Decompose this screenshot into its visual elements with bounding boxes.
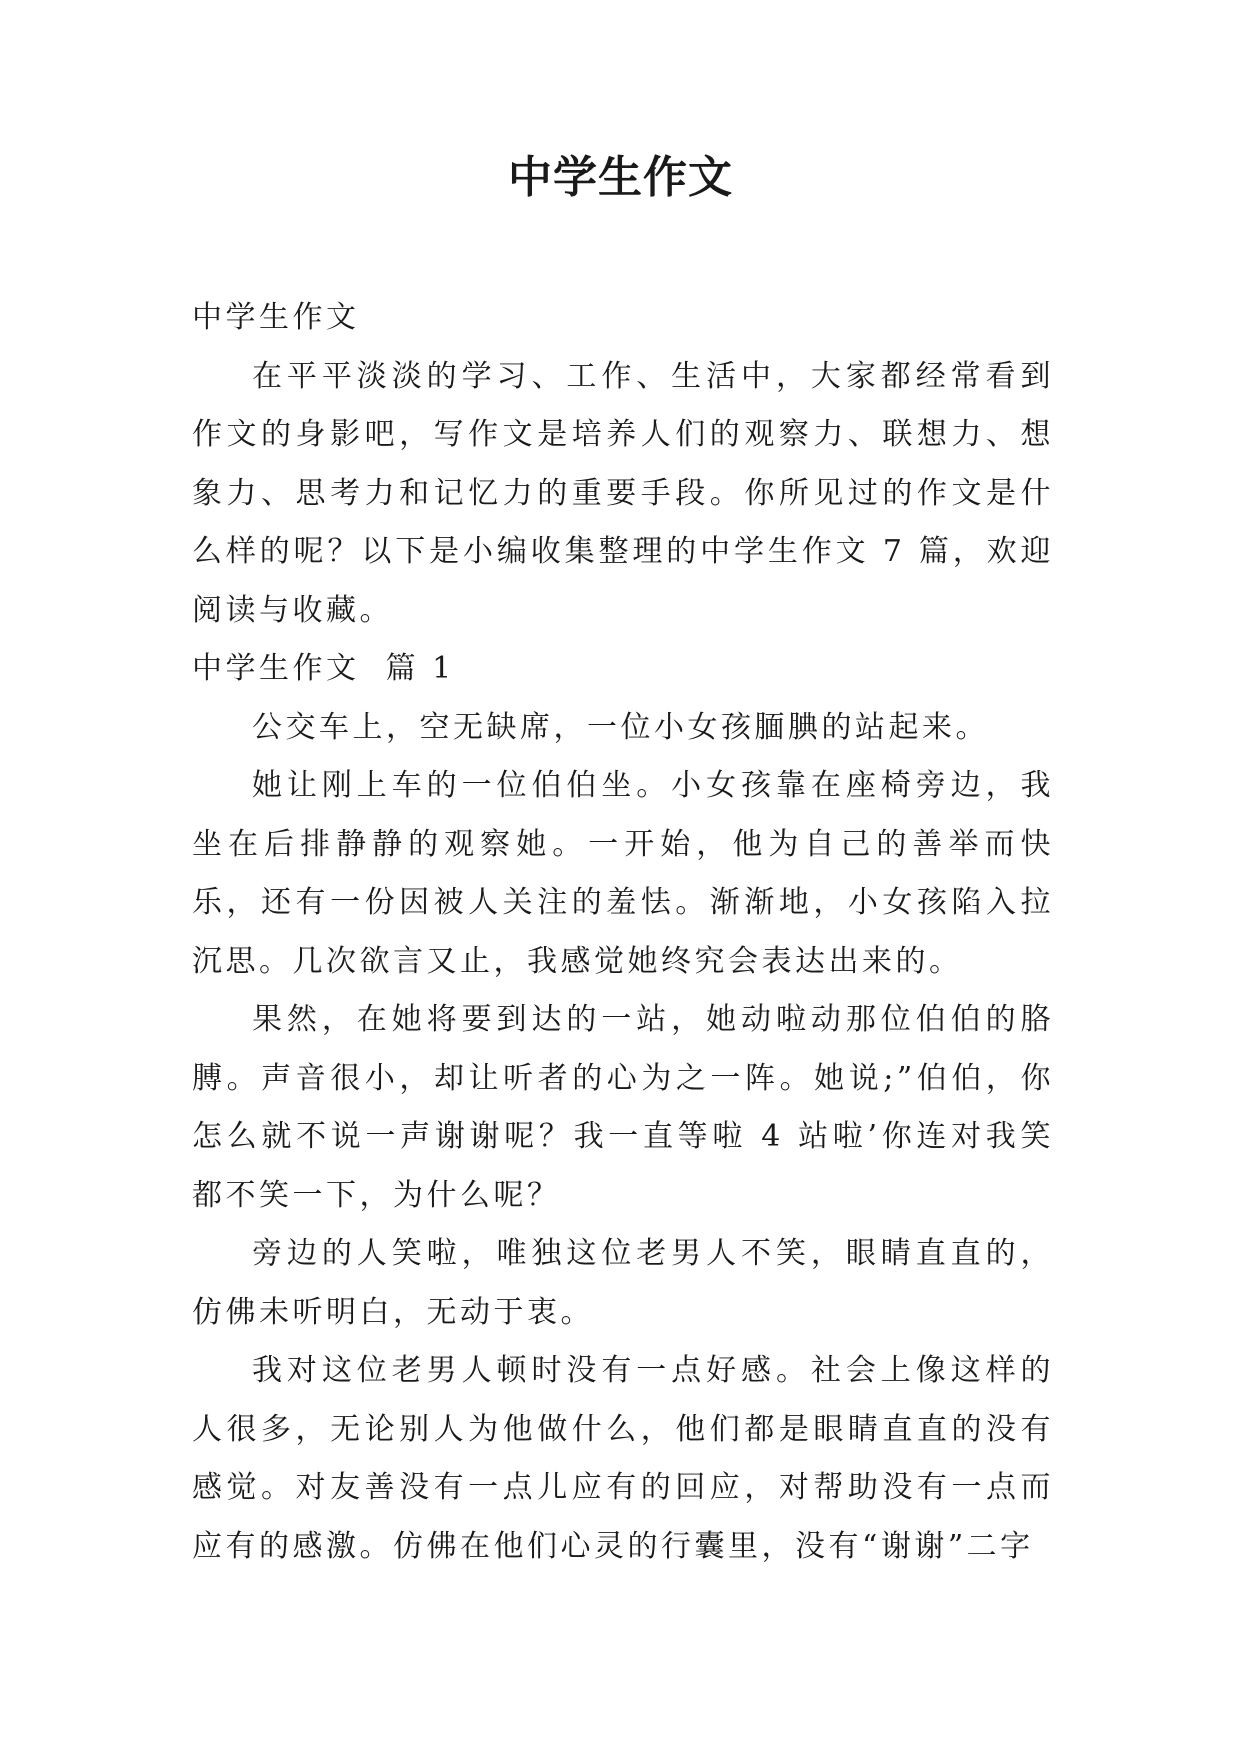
document-body xyxy=(192,289,1054,1576)
body-subtitle: 中学生作文 xyxy=(192,300,360,335)
body-paragraph-5: 我对这位老男人顿时没有一点好感。社会上像这样的人很多，无论别人为他做什么，他们都是眼睛直直的没有感觉。对友善没有一点儿应有的回应，对帮助没有一点而应有的感激。仿佛在他们心灵的行囊里，没有“谢谢”二字 xyxy=(192,1353,1054,1564)
section-heading: 中学生作文 篇 1 xyxy=(192,651,455,686)
document-title: 中学生作文 xyxy=(508,152,733,203)
body-paragraph-3: 果然，在她将要到达的一站，她动啦动那位伯伯的胳膊。声音很小，却让听者的心为之一阵。她说;”伯伯，你怎么就不说一声谢谢呢？我一直等啦 4 站啦’你连对我笑都不笑一下，为什么呢？ xyxy=(192,1002,1054,1213)
body-paragraph-4: 旁边的人笑啦，唯独这位老男人不笑，眼睛直直的，仿佛未听明白，无动于衷。 xyxy=(192,1236,1054,1330)
body-paragraph-1: 公交车上，空无缺席，一位小女孩腼腆的站起来。 xyxy=(252,709,989,745)
body-paragraph-2: 她让刚上车的一位伯伯坐。小女孩靠在座椅旁边，我坐在后排静静的观察她。一开始，他为自己的善举而快乐，还有一份因被人关注的羞怯。渐渐地，小女孩陷入拉沉思。几次欲言又止，我感觉她终究会表达出来的。 xyxy=(192,768,1054,979)
intro-paragraph: 在平平淡淡的学习、工作、生活中，大家都经常看到作文的身影吧，写作文是培养人们的观察力、联想力、想象力、思考力和记忆力的重要手段。你所见过的作文是什么样的呢？以下是小编收集整理的中学生作文 7 篇，欢迎阅读与收藏。 xyxy=(192,358,1054,628)
